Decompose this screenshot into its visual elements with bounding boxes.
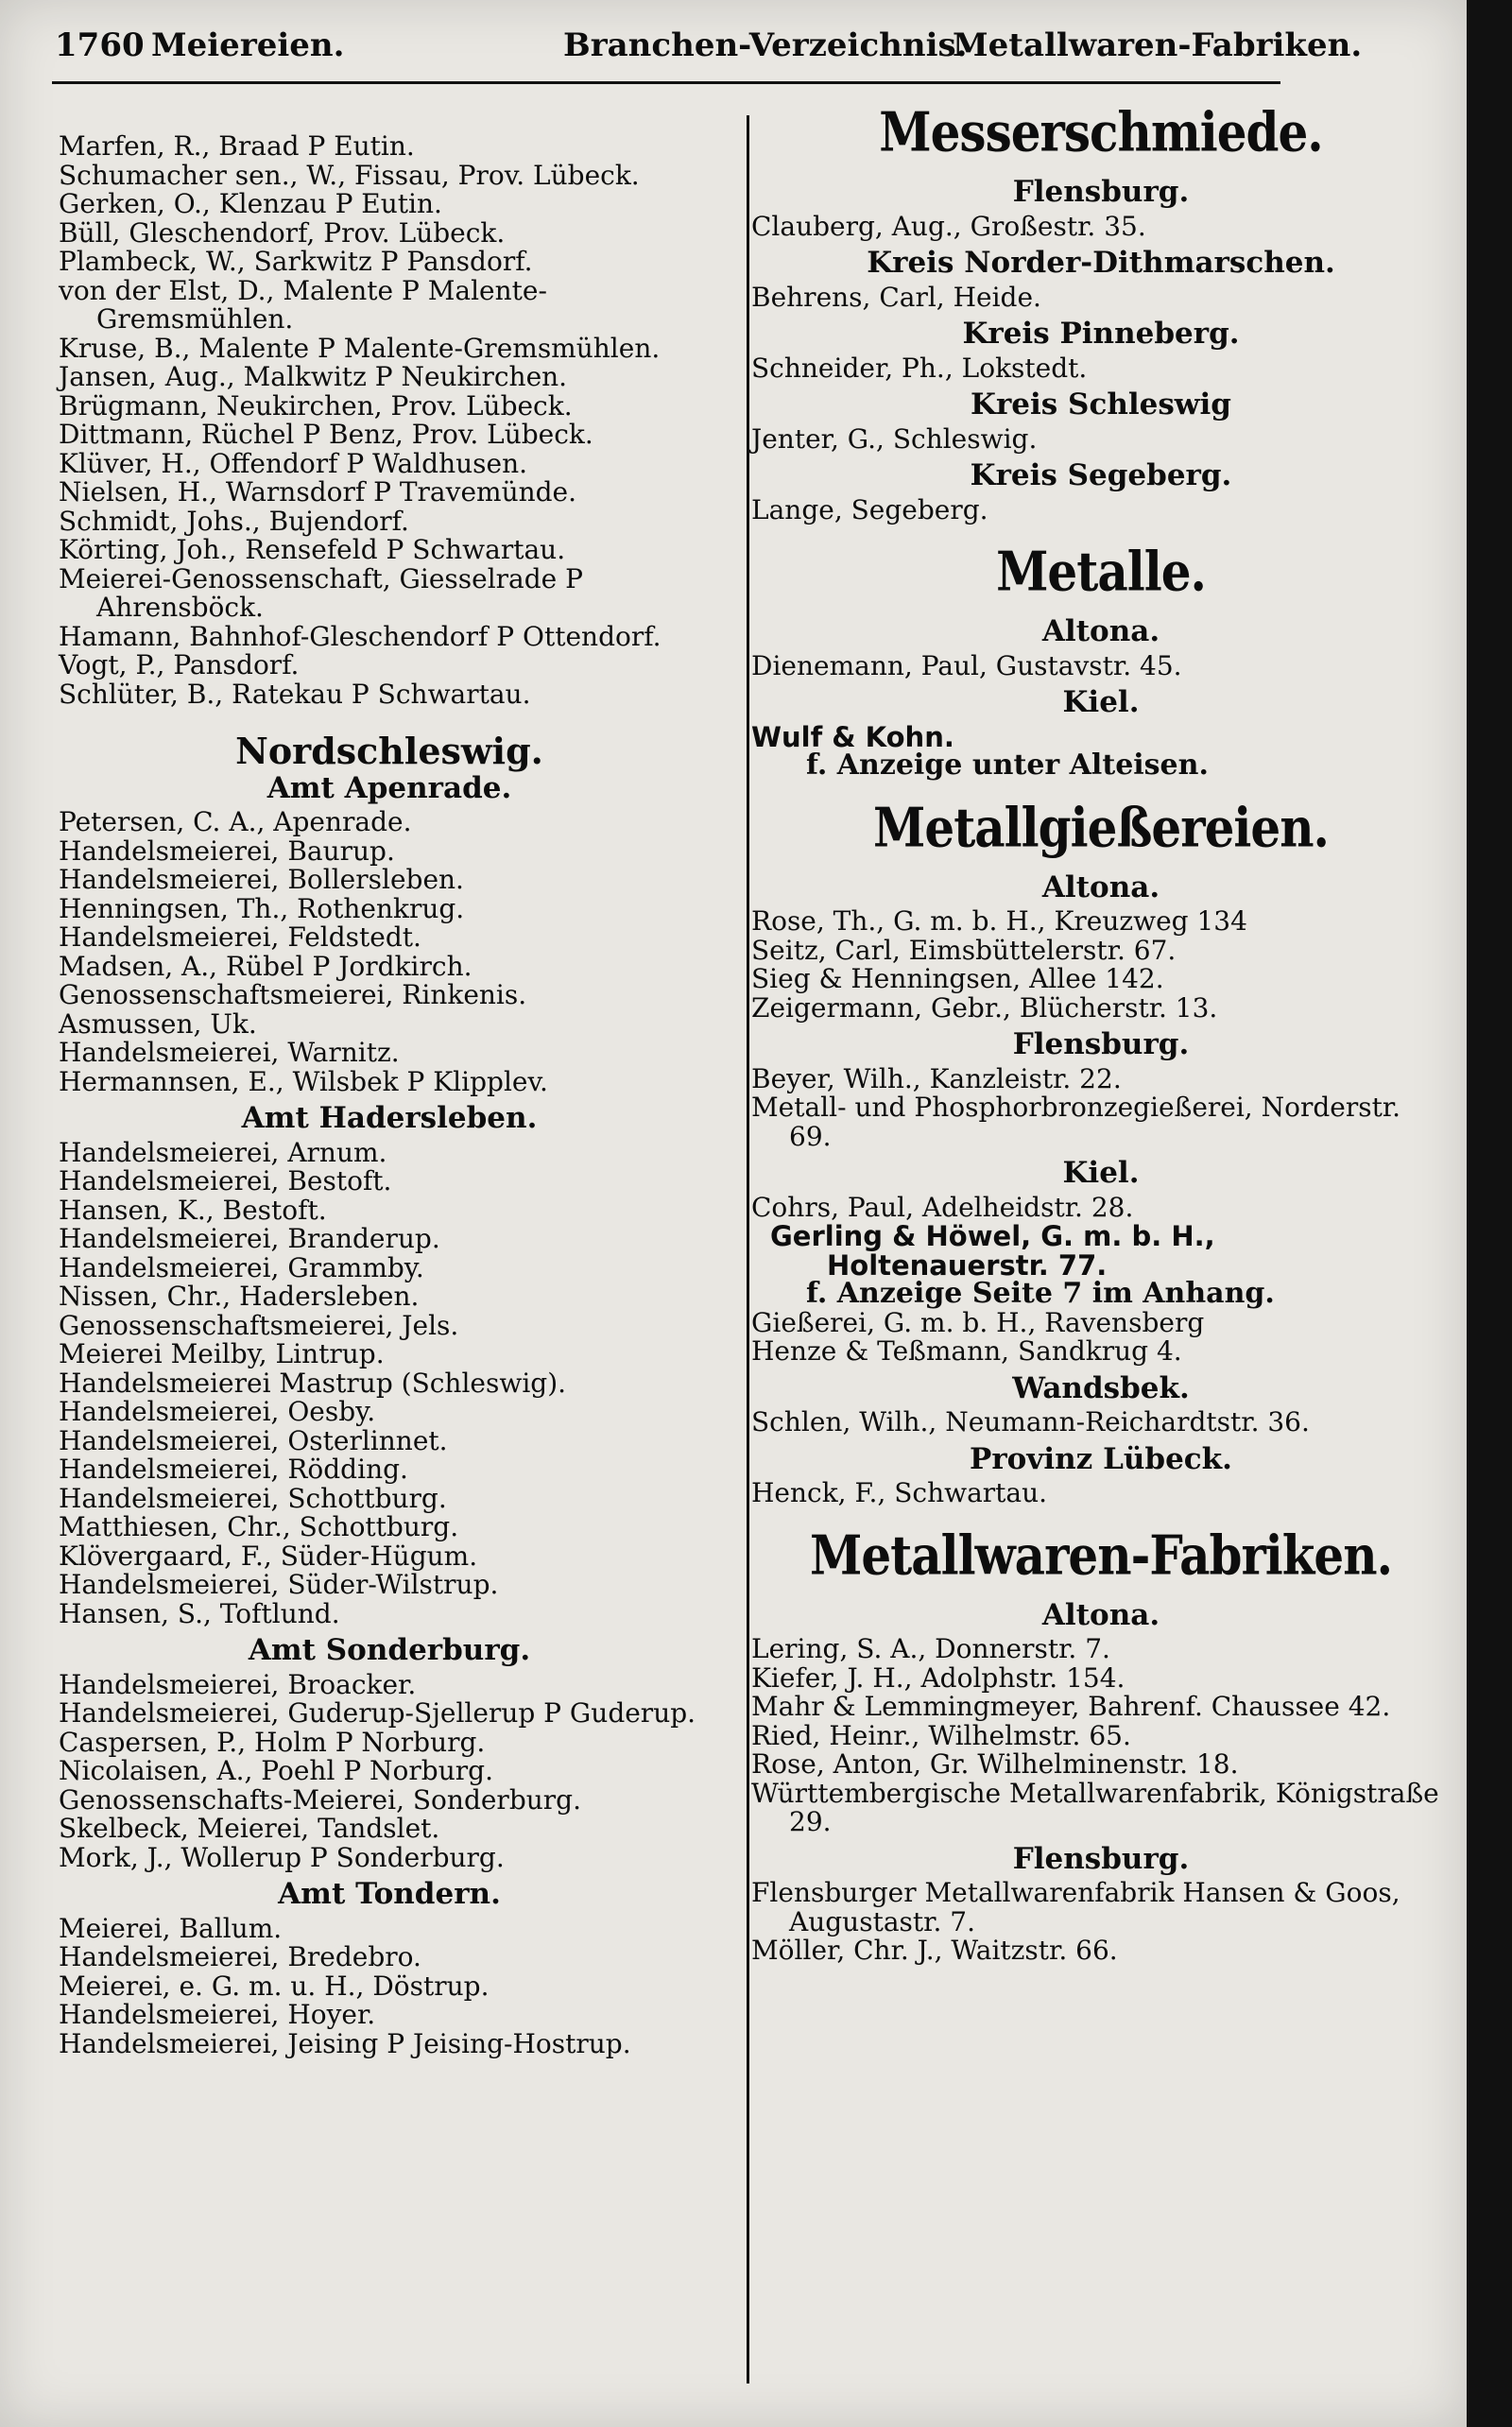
- location-heading: Kreis Pinneberg.: [962, 317, 1240, 351]
- location-heading: Kiel.: [1062, 1156, 1140, 1190]
- location-heading: Kiel.: [1062, 685, 1140, 719]
- location-heading: Wandsbek.: [1012, 1370, 1190, 1405]
- advert-reference: f. Anzeige Seite 7 im Anhang.: [806, 1277, 1275, 1310]
- advert-reference: f. Anzeige unter Alteisen.: [806, 749, 1209, 782]
- list-item: Hamann, Bahnhof-Gleschendorf P Ottendorf.: [59, 620, 662, 652]
- list-item: Meierei-Genossenschaft, Giesselrade P Ahrensböck.: [59, 562, 583, 623]
- amt-heading: Amt Tondern.: [278, 1877, 501, 1911]
- list-item: Handelsmeierei, Grammby.: [59, 1251, 424, 1283]
- list-item: Brügmann, Neukirchen, Prov. Lübeck.: [59, 389, 573, 422]
- list-item: Handelsmeierei, Branderup.: [59, 1223, 440, 1254]
- location-heading: Flensburg.: [1012, 175, 1190, 209]
- location-heading: Flensburg.: [1012, 1841, 1190, 1876]
- location-heading: Kreis Segeberg.: [970, 458, 1232, 492]
- list-item: Mork, J., Wollerup P Sonderburg.: [59, 1841, 505, 1873]
- list-item: Handelsmeierei, Broacker.: [59, 1668, 417, 1700]
- location-heading: Altona.: [1041, 614, 1160, 648]
- metallgiessereien-altona-list: [751, 907, 1451, 1023]
- category-heading-metallwaren: Metallwaren-Fabriken.: [809, 1523, 1392, 1587]
- list-item: Marfen, R., Braad P Eutin.: [59, 130, 415, 162]
- region-heading: Nordschleswig.: [235, 730, 543, 772]
- list-item: von der Elst, D., Malente P Malente-Gremsmühlen.: [59, 274, 547, 335]
- list-item: Hansen, K., Bestoft.: [59, 1194, 327, 1226]
- list-item: Behrens, Carl, Heide.: [751, 281, 1041, 313]
- list-item: Handelsmeierei Mastrup (Schleswig).: [59, 1367, 567, 1399]
- list-item: Hermannsen, E., Wilsbek P Klipplev.: [59, 1065, 548, 1097]
- location-heading: Altona.: [1041, 869, 1160, 904]
- list-item: Kiefer, J. H., Adolphstr. 154.: [751, 1661, 1125, 1694]
- list-item: Klüver, H., Offendorf P Waldhusen.: [59, 447, 528, 479]
- list-item: Schlüter, B., Ratekau P Schwartau.: [59, 678, 531, 710]
- list-item: Rose, Th., G. m. b. H., Kreuzweg 134: [751, 905, 1247, 937]
- messerschmiede-groups: [751, 175, 1451, 525]
- list-item: Skelbeck, Meierei, Tandslet.: [59, 1813, 440, 1844]
- list-item: Genossenschaftsmeierei, Jels.: [59, 1309, 459, 1341]
- location-heading: Kreis Schleswig: [971, 387, 1231, 422]
- list-item: Madsen, A., Rübel P Jordkirch.: [59, 950, 472, 982]
- metallgiessereien-kiel-list: [751, 1306, 1451, 1367]
- list-item: Plambeck, W., Sarkwitz P Pansdorf.: [59, 246, 533, 277]
- location-heading: Kreis Norder-Dithmarschen.: [867, 246, 1335, 280]
- location-heading: Provinz Lübeck.: [970, 1441, 1232, 1476]
- list-item: Jenter, G., Schleswig.: [751, 422, 1038, 455]
- list-item: Handelsmeierei, Jeising P Jeising-Hostrup.: [59, 2027, 631, 2059]
- metallwaren-flensburg-list: [751, 1879, 1451, 1966]
- location-heading: Flensburg.: [1012, 1027, 1190, 1061]
- list-item: Büll, Gleschendorf, Prov. Lübeck.: [59, 216, 506, 249]
- scan-edge: [1467, 0, 1512, 2427]
- list-item: Vogt, P., Pansdorf.: [59, 649, 300, 680]
- list-item: Schneider, Ph., Lokstedt.: [751, 352, 1088, 384]
- category-heading-metallgiessereien: Metallgießereien.: [873, 795, 1329, 859]
- list-item: Clauberg, Aug., Großestr. 35.: [751, 210, 1146, 242]
- running-head: Metallwaren-Fabriken.: [953, 26, 1363, 64]
- list-item: Meierei, e. G. m. u. H., Döstrup.: [59, 1970, 490, 2002]
- list-item: Handelsmeierei, Oesby.: [59, 1396, 376, 1427]
- list-item: Schlen, Wilh., Neumann-Reichardtstr. 36.: [751, 1406, 1310, 1437]
- column-divider: [747, 115, 749, 2384]
- list-item: Zeigermann, Gebr., Blücherstr. 13.: [751, 991, 1218, 1024]
- amt-heading: Amt Apenrade.: [266, 770, 512, 805]
- list-item: Klövergaard, F., Süder-Hügum.: [59, 1540, 478, 1572]
- list-item: Handelsmeierei, Süder-Wilstrup.: [59, 1569, 499, 1600]
- list-item: Handelsmeierei, Feldstedt.: [59, 921, 421, 953]
- list-item: Ried, Heinr., Wilhelmstr. 65.: [751, 1719, 1131, 1751]
- page-number: 1760: [55, 26, 145, 64]
- metallwaren-altona-list: [751, 1635, 1451, 1837]
- list-item: Seitz, Carl, Eimsbüttelerstr. 67.: [751, 934, 1177, 966]
- list-item: Mahr & Lemmingmeyer, Bahrenf. Chaussee 42.: [751, 1691, 1391, 1722]
- list-item: Petersen, C. A., Apenrade.: [59, 806, 412, 837]
- right-column: [751, 99, 1451, 1966]
- list-item: Dienemann, Paul, Gustavstr. 45.: [751, 649, 1182, 681]
- list-item: Möller, Chr. J., Waitzstr. 66.: [751, 1935, 1118, 1966]
- list-item: Gießerei, G. m. b. H., Ravensberg: [751, 1306, 1205, 1338]
- list-item: Hansen, S., Toftlund.: [59, 1597, 340, 1629]
- list-item: Schumacher sen., W., Fissau, Prov. Lübeck.: [59, 159, 640, 191]
- list-item: Lering, S. A., Donnerstr. 7.: [751, 1633, 1110, 1664]
- list-item: Beyer, Wilh., Kanzleistr. 22.: [751, 1062, 1122, 1094]
- list-item: Henck, F., Schwartau.: [751, 1477, 1048, 1508]
- list-item: Genossenschaftsmeierei, Rinkenis.: [59, 979, 527, 1010]
- list-item: Matthiesen, Chr., Schottburg.: [59, 1511, 459, 1542]
- list-item: Handelsmeierei, Bestoft.: [59, 1165, 392, 1196]
- meiereien-continued-list: [59, 132, 720, 709]
- list-item: Cohrs, Paul, Adelheidstr. 28.: [751, 1191, 1134, 1223]
- list-item: Asmussen, Uk.: [59, 1007, 257, 1040]
- list-item: Meierei, Ballum.: [59, 1912, 283, 1944]
- directory-title: Branchen-Verzeichnis.: [563, 26, 968, 64]
- list-item: Körting, Joh., Rensefeld P Schwartau.: [59, 534, 566, 565]
- list-item: Genossenschafts-Meierei, Sonderburg.: [59, 1783, 581, 1816]
- list-item: Handelsmeierei, Hoyer.: [59, 1999, 376, 2030]
- header-rule: [52, 81, 1280, 84]
- list-item: Caspersen, P., Holm P Norburg.: [59, 1726, 486, 1758]
- list-item: Nicolaisen, A., Poehl P Norburg.: [59, 1755, 493, 1786]
- amt-heading: Amt Hadersleben.: [241, 1101, 538, 1135]
- list-item-bold: Holtenauerstr. 77.: [827, 1248, 1108, 1282]
- amt-heading: Amt Sonderburg.: [248, 1633, 531, 1667]
- category-heading-messerschmiede: Messerschmiede.: [879, 99, 1323, 164]
- list-item: Württembergische Metallwarenfabrik, Königstraße 29.: [751, 1777, 1439, 1837]
- list-item: Lange, Segeberg.: [751, 493, 988, 525]
- list-item: Handelsmeierei, Baurup.: [59, 835, 395, 867]
- list-item: Handelsmeierei, Warnitz.: [59, 1037, 400, 1068]
- list-item: Dittmann, Rüchel P Benz, Prov. Lübeck.: [59, 419, 593, 450]
- amt-sections: [59, 770, 720, 2059]
- list-item: Schmidt, Johs., Bujendorf.: [59, 505, 409, 537]
- list-item: Nissen, Chr., Hadersleben.: [59, 1281, 420, 1312]
- location-heading: Altona.: [1041, 1597, 1160, 1632]
- list-item: Rose, Anton, Gr. Wilhelminenstr. 18.: [751, 1748, 1239, 1780]
- list-item: Handelsmeierei, Arnum.: [59, 1136, 387, 1168]
- category-heading-metalle: Metalle.: [996, 539, 1206, 604]
- section-label: Meiereien.: [151, 26, 345, 64]
- list-item: Sieg & Henningsen, Allee 142.: [751, 963, 1164, 994]
- list-item: Handelsmeierei, Bredebro.: [59, 1941, 421, 1972]
- list-item: Handelsmeierei, Bollersleben.: [59, 864, 464, 895]
- list-item: Handelsmeierei, Guderup-Sjellerup P Guderup.: [59, 1697, 696, 1729]
- list-item: Handelsmeierei, Schottburg.: [59, 1482, 447, 1514]
- list-item: Jansen, Aug., Malkwitz P Neukirchen.: [59, 361, 568, 392]
- left-column: [59, 132, 720, 2058]
- list-item-bold: Wulf & Kohn.: [751, 720, 954, 753]
- list-item: Henze & Teßmann, Sandkrug 4.: [751, 1335, 1182, 1367]
- list-item: Metall- und Phosphorbronzegießerei, Norderstr. 69.: [751, 1092, 1401, 1152]
- list-item-bold: Gerling & Höwel, G. m. b. H.,: [770, 1220, 1215, 1252]
- list-item: Flensburger Metallwarenfabrik Hansen & Goos, Augustastr. 7.: [751, 1877, 1400, 1937]
- list-item: Kruse, B., Malente P Malente-Gremsmühlen.: [59, 332, 661, 364]
- list-item: Gerken, O., Klenzau P Eutin.: [59, 188, 442, 219]
- list-item: Henningsen, Th., Rothenkrug.: [59, 892, 465, 924]
- list-item: Handelsmeierei, Osterlinnet.: [59, 1424, 448, 1456]
- list-item: Handelsmeierei, Rödding.: [59, 1454, 408, 1485]
- metallgiessereien-flensburg-list: [751, 1062, 1451, 1152]
- list-item: Meierei Meilby, Lintrup.: [59, 1338, 385, 1369]
- list-item: Nielsen, H., Warnsdorf P Travemünde.: [59, 476, 577, 508]
